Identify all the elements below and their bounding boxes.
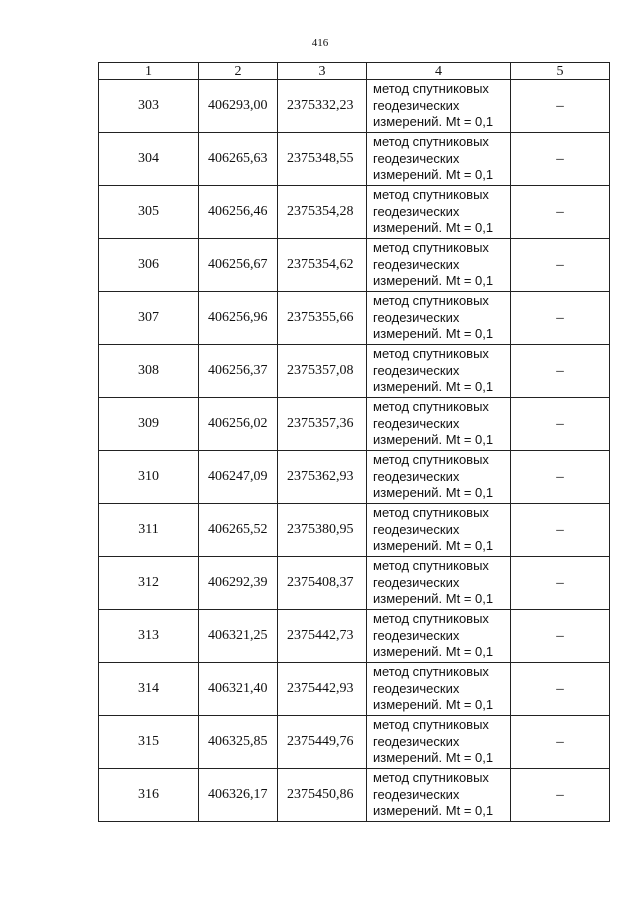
point-number-cell: 309 — [99, 398, 199, 451]
page-number: 416 — [311, 37, 329, 49]
table-row — [99, 133, 610, 186]
header-cell-1: 1 — [99, 63, 199, 80]
method-cell — [367, 451, 511, 504]
method-cell — [367, 769, 511, 822]
dash-mark: – — [556, 150, 564, 167]
table-row — [99, 663, 610, 716]
table-header — [99, 63, 610, 80]
x-coordinate-cell: 406247,09 — [199, 451, 278, 504]
x-coordinate-cell: 406292,39 — [199, 557, 278, 610]
method-cell — [367, 504, 511, 557]
dash-mark: – — [556, 680, 564, 697]
note-cell — [511, 557, 610, 610]
method-line-1: метод спутниковых — [373, 399, 489, 415]
dash-mark: – — [556, 256, 564, 273]
table-row — [99, 398, 610, 451]
method-line-3: измерений. Mt = 0,1 — [373, 220, 494, 236]
y-coordinate-cell: 2375450,86 — [278, 769, 367, 822]
note-cell — [511, 239, 610, 292]
x-coordinate-cell: 406326,17 — [199, 769, 278, 822]
table-row — [99, 610, 610, 663]
dash-mark: – — [556, 203, 564, 220]
y-coordinate-cell: 2375355,66 — [278, 292, 367, 345]
point-number-cell: 305 — [99, 186, 199, 239]
point-number-cell: 311 — [99, 504, 199, 557]
x-coordinate-cell: 406321,25 — [199, 610, 278, 663]
x-coordinate-cell: 406256,02 — [199, 398, 278, 451]
point-number-cell: 316 — [99, 769, 199, 822]
method-line-2: геодезических — [373, 97, 460, 113]
coordinates-table — [98, 62, 610, 822]
x-coordinate-cell: 406256,46 — [199, 186, 278, 239]
method-line-2: геодезических — [373, 150, 460, 166]
method-line-2: геодезических — [373, 256, 460, 272]
note-cell — [511, 292, 610, 345]
dash-mark: – — [556, 97, 564, 114]
method-cell — [367, 716, 511, 769]
note-cell — [511, 716, 610, 769]
method-line-2: геодезических — [373, 680, 460, 696]
method-line-1: метод спутниковых — [373, 240, 489, 256]
method-line-2: геодезических — [373, 309, 460, 325]
x-coordinate-cell: 406293,00 — [199, 80, 278, 133]
method-line-3: измерений. Mt = 0,1 — [373, 803, 494, 819]
method-cell — [367, 557, 511, 610]
method-line-1: метод спутниковых — [373, 611, 489, 627]
method-line-3: измерений. Mt = 0,1 — [373, 273, 494, 289]
header-row — [99, 63, 610, 80]
y-coordinate-cell: 2375449,76 — [278, 716, 367, 769]
y-coordinate-cell: 2375332,23 — [278, 80, 367, 133]
dash-mark: – — [556, 362, 564, 379]
point-number-cell: 314 — [99, 663, 199, 716]
table-row — [99, 80, 610, 133]
method-line-3: измерений. Mt = 0,1 — [373, 114, 494, 130]
x-coordinate-cell: 406256,37 — [199, 345, 278, 398]
y-coordinate-cell: 2375380,95 — [278, 504, 367, 557]
table-row — [99, 557, 610, 610]
method-line-3: измерений. Mt = 0,1 — [373, 697, 494, 713]
y-coordinate-cell: 2375408,37 — [278, 557, 367, 610]
table-row — [99, 451, 610, 504]
point-number-cell: 310 — [99, 451, 199, 504]
method-line-2: геодезических — [373, 203, 460, 219]
point-number-cell: 312 — [99, 557, 199, 610]
point-number-cell: 304 — [99, 133, 199, 186]
x-coordinate-cell: 406256,67 — [199, 239, 278, 292]
table-row — [99, 239, 610, 292]
method-line-1: метод спутниковых — [373, 346, 489, 362]
method-line-1: метод спутниковых — [373, 81, 489, 97]
method-line-3: измерений. Mt = 0,1 — [373, 432, 494, 448]
x-coordinate-cell: 406256,96 — [199, 292, 278, 345]
method-line-2: геодезических — [373, 733, 460, 749]
method-cell — [367, 663, 511, 716]
point-number-cell: 315 — [99, 716, 199, 769]
note-cell — [511, 80, 610, 133]
method-line-3: измерений. Mt = 0,1 — [373, 538, 494, 554]
dash-mark: – — [556, 309, 564, 326]
y-coordinate-cell: 2375357,08 — [278, 345, 367, 398]
dash-mark: – — [556, 627, 564, 644]
table-row — [99, 292, 610, 345]
note-cell — [511, 663, 610, 716]
method-line-3: измерений. Mt = 0,1 — [373, 167, 494, 183]
x-coordinate-cell: 406325,85 — [199, 716, 278, 769]
method-line-1: метод спутниковых — [373, 187, 489, 203]
table-row — [99, 504, 610, 557]
y-coordinate-cell: 2375357,36 — [278, 398, 367, 451]
method-cell — [367, 398, 511, 451]
y-coordinate-cell: 2375354,28 — [278, 186, 367, 239]
dash-mark: – — [556, 733, 564, 750]
point-number-cell: 308 — [99, 345, 199, 398]
method-line-3: измерений. Mt = 0,1 — [373, 644, 494, 660]
y-coordinate-cell: 2375362,93 — [278, 451, 367, 504]
method-line-1: метод спутниковых — [373, 717, 489, 733]
method-cell — [367, 292, 511, 345]
method-cell — [367, 345, 511, 398]
y-coordinate-cell: 2375442,73 — [278, 610, 367, 663]
method-line-1: метод спутниковых — [373, 134, 489, 150]
table-row — [99, 769, 610, 822]
method-line-2: геодезических — [373, 468, 460, 484]
method-line-2: геодезических — [373, 786, 460, 802]
header-cell-3: 3 — [278, 63, 367, 80]
x-coordinate-cell: 406321,40 — [199, 663, 278, 716]
method-cell — [367, 186, 511, 239]
y-coordinate-cell: 2375348,55 — [278, 133, 367, 186]
x-coordinate-cell: 406265,52 — [199, 504, 278, 557]
note-cell — [511, 610, 610, 663]
header-cell-2: 2 — [199, 63, 278, 80]
method-line-2: геодезических — [373, 574, 460, 590]
x-coordinate-cell: 406265,63 — [199, 133, 278, 186]
note-cell — [511, 186, 610, 239]
table-row — [99, 186, 610, 239]
method-cell — [367, 610, 511, 663]
method-cell — [367, 133, 511, 186]
method-cell — [367, 80, 511, 133]
note-cell — [511, 398, 610, 451]
point-number-cell: 313 — [99, 610, 199, 663]
dash-mark: – — [556, 574, 564, 591]
method-line-2: геодезических — [373, 415, 460, 431]
method-line-3: измерений. Mt = 0,1 — [373, 379, 494, 395]
method-line-2: геодезических — [373, 627, 460, 643]
header-cell-4: 4 — [367, 63, 511, 80]
method-line-3: измерений. Mt = 0,1 — [373, 485, 494, 501]
table-row — [99, 345, 610, 398]
table-body — [99, 80, 610, 822]
note-cell — [511, 769, 610, 822]
method-line-1: метод спутниковых — [373, 452, 489, 468]
point-number-cell: 307 — [99, 292, 199, 345]
y-coordinate-cell: 2375442,93 — [278, 663, 367, 716]
method-line-1: метод спутниковых — [373, 770, 489, 786]
method-line-3: измерений. Mt = 0,1 — [373, 750, 494, 766]
table-row — [99, 716, 610, 769]
note-cell — [511, 504, 610, 557]
y-coordinate-cell: 2375354,62 — [278, 239, 367, 292]
header-cell-5: 5 — [511, 63, 610, 80]
dash-mark: – — [556, 786, 564, 803]
point-number-cell: 303 — [99, 80, 199, 133]
method-line-2: геодезических — [373, 521, 460, 537]
point-number-cell: 306 — [99, 239, 199, 292]
method-line-3: измерений. Mt = 0,1 — [373, 591, 494, 607]
note-cell — [511, 133, 610, 186]
method-cell — [367, 239, 511, 292]
note-cell — [511, 451, 610, 504]
method-line-1: метод спутниковых — [373, 558, 489, 574]
dash-mark: – — [556, 468, 564, 485]
method-line-2: геодезических — [373, 362, 460, 378]
method-line-1: метод спутниковых — [373, 664, 489, 680]
dash-mark: – — [556, 521, 564, 538]
method-line-1: метод спутниковых — [373, 505, 489, 521]
method-line-3: измерений. Mt = 0,1 — [373, 326, 494, 342]
note-cell — [511, 345, 610, 398]
method-line-1: метод спутниковых — [373, 293, 489, 309]
dash-mark: – — [556, 415, 564, 432]
